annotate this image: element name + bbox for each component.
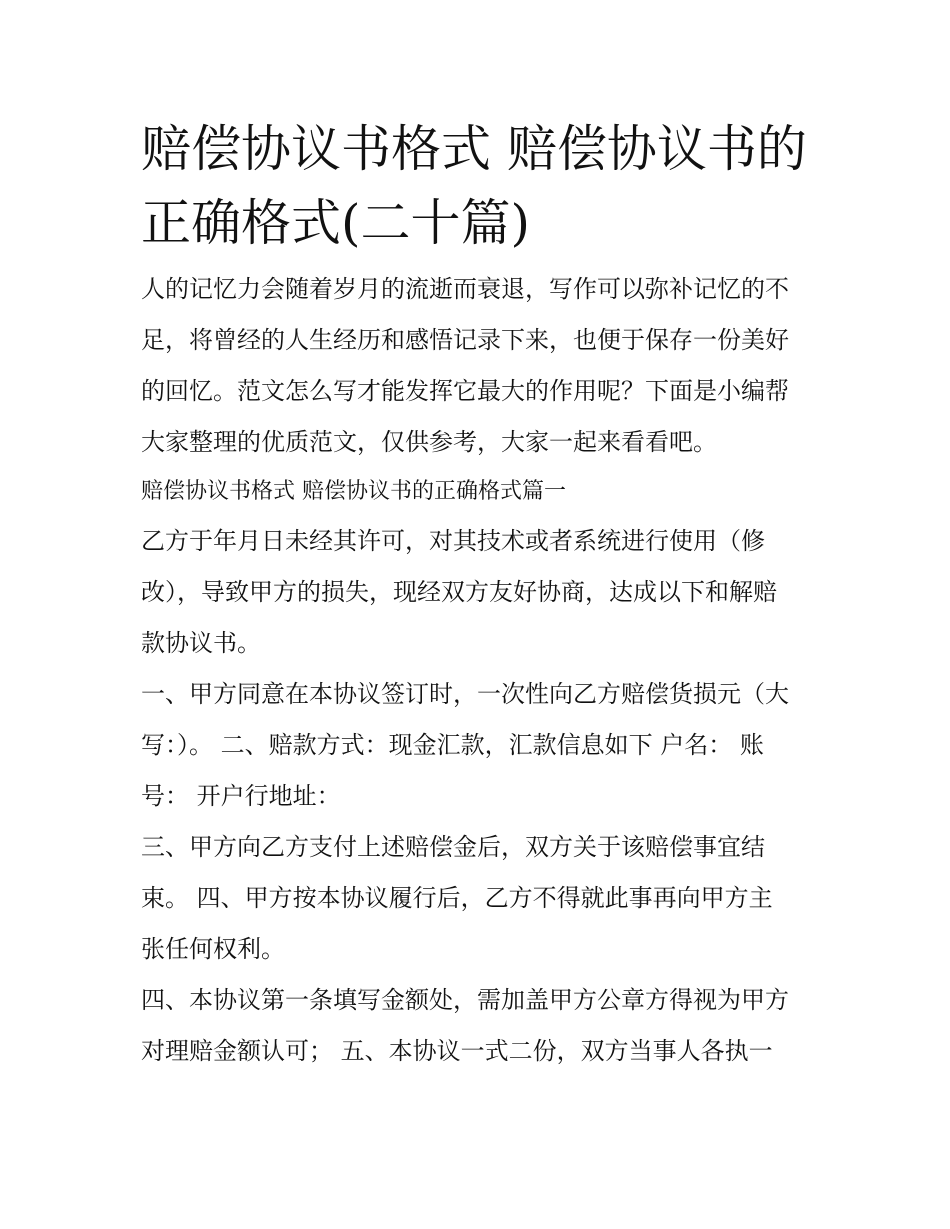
text-line: 大家整理的优质范文，仅供参考，大家一起来看看吧。 (141, 428, 717, 456)
text-line: 号： 开户行地址： (141, 782, 341, 810)
text-line: 款协议书。 (141, 629, 261, 657)
text-line: 一、甲方同意在本协议签订时，一次性向乙方赔偿货损元（大 (141, 680, 789, 708)
section-heading: 赔偿协议书格式 赔偿协议书的正确格式篇一 (141, 479, 566, 504)
title-line: 正确格式(二十篇) (141, 194, 531, 252)
text-line: 对理赔金额认可； 五、本协议一式二份，双方当事人各执一 (141, 1037, 773, 1065)
text-line: 四、本协议第一条填写金额处，需加盖甲方公章方得视为甲方 (141, 986, 789, 1014)
text-line: 的回忆。范文怎么写才能发挥它最大的作用呢？下面是小编帮 (141, 377, 789, 405)
text-line: 张任何权利。 (141, 935, 285, 963)
body-paragraph (141, 669, 813, 822)
text-line: 足，将曾经的人生经历和感悟记录下来，也便于保存一份美好 (141, 326, 789, 354)
text-line: 三、甲方向乙方支付上述赔偿金后，双方关于该赔偿事宜结 (141, 833, 765, 861)
body-paragraph (141, 975, 813, 1077)
text-line: 束。 四、甲方按本协议履行后，乙方不得就此事再向甲方主 (141, 884, 773, 912)
text-line: 改），导致甲方的损失，现经双方友好协商，达成以下和解赔 (141, 578, 777, 606)
text-line: 写：）。 二、赔款方式：现金汇款，汇款信息如下 户名： 账 (141, 731, 764, 759)
body-paragraph (141, 516, 813, 669)
document-title (141, 112, 813, 260)
intro-paragraph (141, 264, 813, 468)
text-line: 乙方于年月日未经其许可，对其技术或者系统进行使用（修 (141, 527, 765, 555)
title-line: 赔偿协议书格式 赔偿协议书的 (141, 120, 807, 178)
text-line: 人的记忆力会随着岁月的流逝而衰退，写作可以弥补记忆的不 (141, 275, 789, 303)
body-paragraph (141, 822, 813, 975)
document-content (141, 112, 813, 1077)
